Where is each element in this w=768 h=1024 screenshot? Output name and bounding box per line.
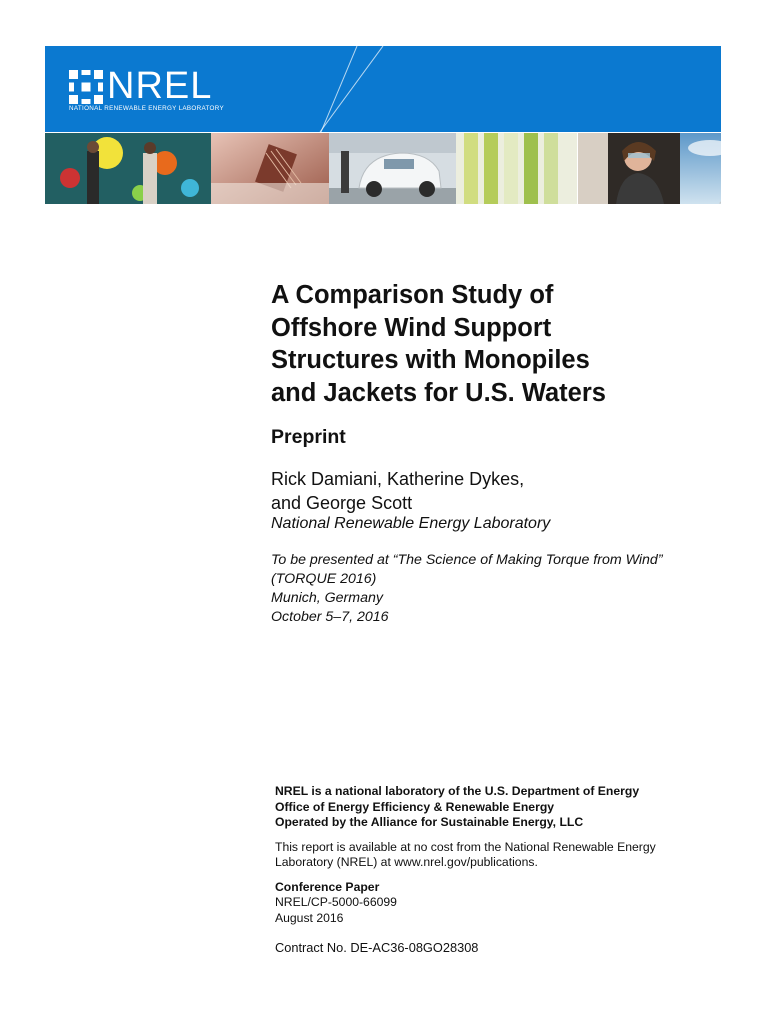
statement-line: NREL is a national laboratory of the U.S. Department of Energy [275, 784, 640, 798]
affiliation: National Renewable Energy Laboratory [271, 515, 551, 532]
title-line: Offshore Wind Support [271, 313, 552, 342]
availability-line: Laboratory (NREL) at www.nrel.gov/publications. [275, 855, 538, 869]
event-line: Munich, Germany [271, 590, 383, 606]
lab-researcher-photo [578, 133, 680, 204]
logo-subtitle: NATIONAL RENEWABLE ENERGY LABORATORY [69, 105, 224, 112]
authors-line: and George Scott [271, 493, 413, 513]
availability-notice [275, 840, 715, 871]
event-info [271, 551, 741, 627]
logo-wordmark: NREL [107, 65, 213, 107]
report-date: August 2016 [275, 910, 344, 925]
document-title [271, 279, 731, 409]
title-line: A Comparison Study of [271, 281, 554, 309]
photo-strip [45, 133, 721, 204]
availability-line: This report is available at no cost from the National Renewable Energy [275, 839, 656, 854]
wind-turbine-photo [680, 133, 721, 204]
event-line: (TORQUE 2016) [271, 571, 377, 587]
event-line: October 5–7, 2016 [271, 609, 389, 625]
biofuel-tubes-photo [456, 133, 577, 204]
solar-cell-sample-photo [211, 133, 329, 204]
report-number: NREL/CP-5000-66099 [275, 895, 397, 909]
statement-line: Operated by the Alliance for Sustainable Energy, LLC [275, 815, 584, 829]
authors [271, 467, 691, 515]
paper-type: Conference Paper [275, 879, 380, 894]
statement-line: Office of Energy Efficiency & Renewable Energy [275, 799, 555, 814]
document-subtitle: Preprint [271, 426, 346, 448]
lab-statement [275, 784, 715, 831]
event-line: To be presented at “The Science of Making Torque from Wind” [271, 552, 663, 568]
report-footer [275, 784, 715, 956]
nrel-logo-mark-icon [69, 70, 103, 104]
authors-line: Rick Damiani, Katherine Dykes, [271, 469, 525, 489]
header-banner [45, 46, 721, 132]
contract-number: Contract No. DE-AC36-08GO28308 [275, 940, 479, 955]
title-line: and Jackets for U.S. Waters [271, 378, 606, 407]
electric-vehicle-charging-photo [329, 133, 456, 204]
visualization-lab-photo [45, 133, 211, 204]
nrel-logo[interactable] [69, 65, 224, 112]
title-line: Structures with Monopiles [271, 346, 590, 374]
